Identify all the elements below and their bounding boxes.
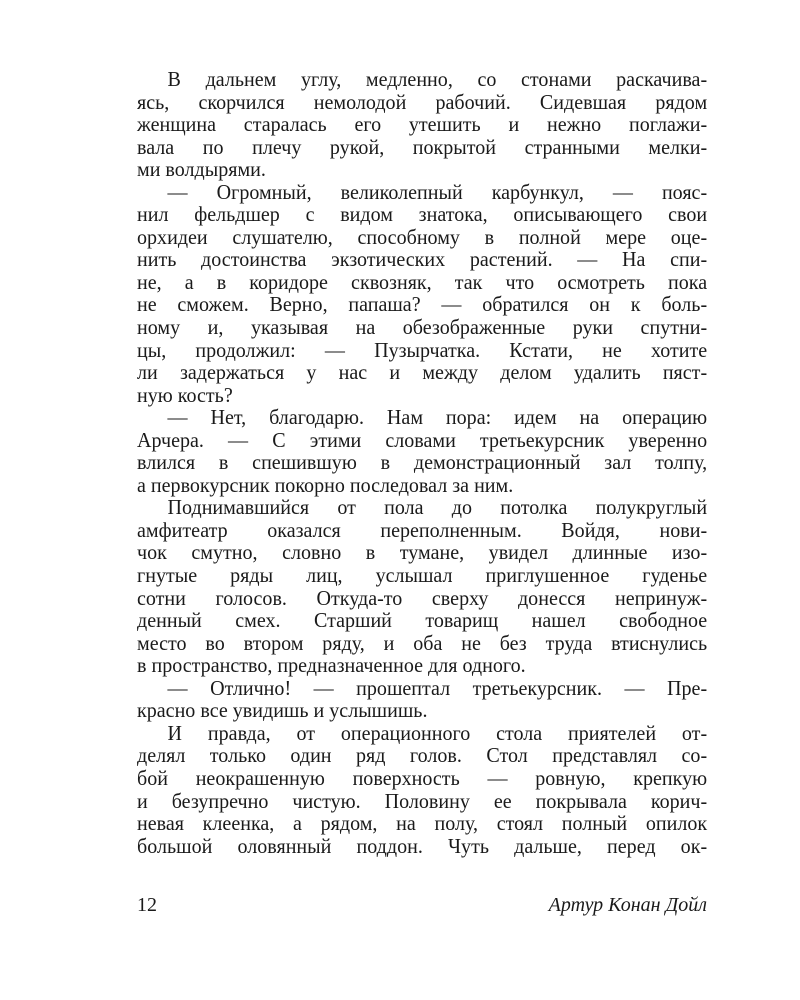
text-line: ную кость? (137, 382, 233, 407)
text-line: И правда, от операционного стола приятелей от- (167, 720, 708, 745)
text-line: орхидеи слушателю, способному в полной мере оце- (137, 224, 708, 249)
text-line: вала по плечу рукой, покрытой странными мелки- (137, 134, 708, 159)
text-line: а первокурсник покорно последовал за ним. (137, 472, 514, 497)
page-footer (137, 892, 707, 918)
body-text (137, 68, 707, 857)
text-line: амфитеатр оказался переполненным. Войдя, нови- (137, 517, 708, 542)
text-line: ному и, указывая на обезображенные руки спутни- (137, 315, 708, 340)
text-line: — Отлично! — прошептал третьекурсник. — Пре- (167, 675, 708, 700)
text-line: красно все увидишь и услышишь. (137, 698, 428, 723)
page-number: 12 (137, 894, 157, 916)
text-line: чок смутно, словно в тумане, увидел длинные изо- (137, 540, 708, 565)
text-line: делял только один ряд голов. Стол представлял со- (137, 743, 708, 768)
text-line: нить достоинства экзотических растений. — На спи- (137, 247, 708, 272)
text-line: не сможем. Верно, папаша? — обратился он к боль- (137, 292, 708, 317)
text-line: большой оловянный поддон. Чуть дальше, перед ок- (137, 833, 708, 858)
text-line: нил фельдшер с видом знатока, описывающего свои (137, 202, 708, 227)
text-line: — Огромный, великолепный карбункул, — пояс- (167, 179, 708, 204)
text-line: невая клеенка, а рядом, на полу, стоял полный опилок (137, 811, 708, 836)
text-line: ли задержаться у нас и между делом удалить пяст- (137, 360, 708, 385)
text-line: влился в спешившую в демонстрационный зал толпу, (137, 450, 708, 475)
text-line: бой неокрашенную поверхность — ровную, крепкую (137, 765, 708, 790)
text-line: гнутые ряды лиц, услышал приглушенное гуденье (137, 563, 708, 588)
text-line: денный смех. Старший товарищ нашел свободное (137, 608, 708, 633)
text-line: в пространство, предназначенное для одного. (137, 653, 526, 678)
text-line: Арчера. — С этими словами третьекурсник уверенно (137, 427, 708, 452)
text-line: сотни голосов. Откуда-то сверху донесся непринуж- (137, 585, 708, 610)
text-line: не, а в коридоре сквозняк, так что осмотреть пока (137, 269, 708, 294)
text-line: и безупречно чистую. Половину ее покрывала корич- (137, 788, 708, 813)
text-line: ясь, скорчился немолодой рабочий. Сидевшая рядом (137, 89, 708, 114)
text-line: женщина старалась его утешить и нежно поглажи- (137, 112, 708, 137)
text-line: ми волдырями. (137, 157, 266, 182)
text-line: В дальнем углу, медленно, со стонами раскачива- (167, 67, 708, 91)
text-line: место во втором ряду, и оба не без труда втиснулись (137, 630, 708, 655)
text-line: — Нет, благодарю. Нам пора: идем на операцию (167, 405, 708, 430)
running-footer-author: Артур Конан Дойл (548, 894, 707, 916)
text-line: цы, продолжил: — Пузырчатка. Кстати, не хотите (137, 337, 708, 362)
text-line: Поднимавшийся от пола до потолка полукруглый (167, 495, 708, 520)
